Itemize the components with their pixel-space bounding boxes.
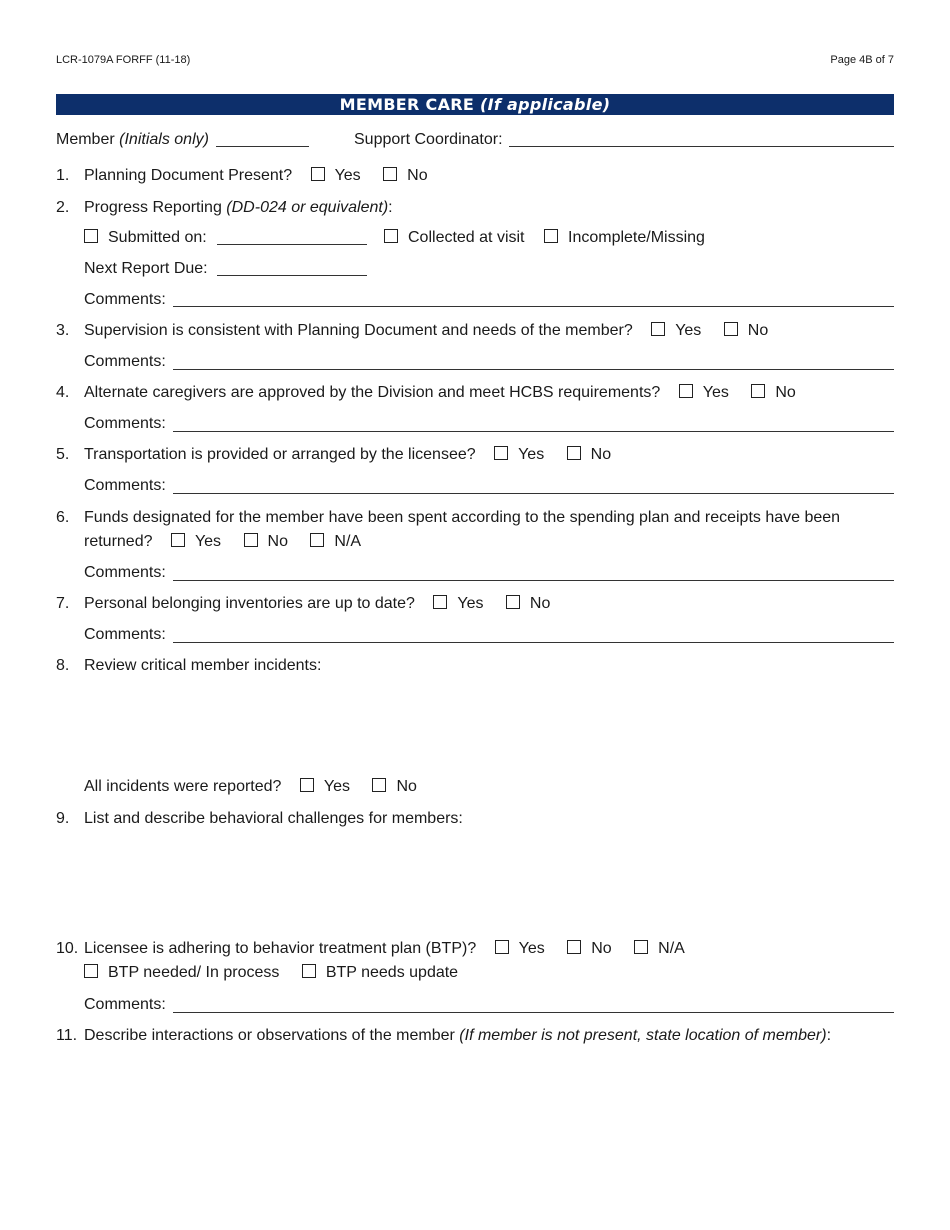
q5-number: 5. [56,446,70,463]
q6-na-label: N/A [334,533,362,550]
q7-comments-field[interactable] [173,642,894,643]
q10-btp-row [84,964,458,982]
q10-btp-needed-label: BTP needed/ In process [108,964,280,981]
q10-yes-checkbox[interactable] [495,940,509,954]
q2-comments-label: Comments: [84,291,166,308]
q10-row [84,940,685,958]
member-hint: (Initials only) [119,131,209,148]
q7-text: Personal belonging inventories are up to date? [84,595,415,612]
q2-text: Progress Reporting [84,199,222,216]
q2-number: 2. [56,199,70,216]
q8-number: 8. [56,657,70,674]
q3-row [84,322,768,340]
q6-comments-field[interactable] [173,580,894,581]
q3-yes-option[interactable] [651,322,701,340]
q2-incomplete-checkbox[interactable] [544,229,558,243]
q7-yes-option[interactable] [433,595,483,613]
q6-no-label: No [267,533,288,550]
q6-na-checkbox[interactable] [310,533,324,547]
q5-yes-option[interactable] [494,446,544,464]
q1-no-label: No [407,167,428,184]
q11-row [84,1027,831,1045]
q7-no-option[interactable] [506,595,550,613]
q4-yes-checkbox[interactable] [679,384,693,398]
q4-text: Alternate caregivers are approved by the Division and meet HCBS requirements? [84,384,661,401]
q4-yes-option[interactable] [679,384,729,402]
q5-comments-label: Comments: [84,477,166,494]
q3-no-label: No [747,322,769,339]
member-label: Member [56,131,115,148]
q8-yes-option[interactable] [300,778,350,796]
q5-row [84,446,611,464]
q4-no-label: No [775,384,796,401]
q2-hint: (DD-024 or equivalent) [226,199,389,216]
q4-comments-field[interactable] [173,431,894,432]
q2-submitted-checkbox[interactable] [84,229,98,243]
section-subtitle: (If applicable) [479,95,611,114]
q6-number: 6. [56,509,70,526]
q11-hint: (If member is not present, state location of member) [459,1027,827,1044]
q7-yes-label: Yes [457,595,484,612]
q2-comments-field[interactable] [173,306,894,307]
q2-status-row [84,229,207,247]
q8-no-option[interactable] [372,778,416,796]
q6-text-line1: Funds designated for the member have been spent according to the spending plan and receipts have been [84,509,841,526]
q5-comments-field[interactable] [173,493,894,494]
q3-number: 3. [56,322,70,339]
q11-colon: : [826,1027,832,1044]
q10-comments-label: Comments: [84,996,166,1013]
q7-row [84,595,550,613]
q10-btp-update-option[interactable] [302,964,458,982]
q10-text: Licensee is adhering to behavior treatment plan (BTP)? [84,940,477,957]
q10-number: 10. [56,940,79,957]
q3-yes-label: Yes [675,322,702,339]
q10-btp-needed-checkbox[interactable] [84,964,98,978]
q2-colon: : [388,199,393,216]
q5-no-label: No [590,446,612,463]
q9-response-area[interactable] [84,833,894,933]
q2-incomplete-label: Incomplete/Missing [568,229,705,246]
q2-submitted-option[interactable] [84,229,207,247]
q8-reported-row [84,778,417,796]
q5-yes-checkbox[interactable] [494,446,508,460]
support-coordinator-field[interactable] [509,146,894,147]
q6-text-line2: returned? [84,533,153,550]
support-coordinator-label: Support Coordinator: [354,131,503,148]
q1-number: 1. [56,167,70,184]
section-banner [56,94,894,115]
q3-text: Supervision is consistent with Planning Document and needs of the member? [84,322,633,339]
q2-next-due-label: Next Report Due: [84,260,208,277]
q10-btp-update-checkbox[interactable] [302,964,316,978]
q10-na-option[interactable] [634,940,685,958]
q10-comments-field[interactable] [173,1012,894,1013]
q6-comments-label: Comments: [84,564,166,581]
q1-no-option[interactable] [383,167,427,185]
q6-row [84,533,361,551]
q10-na-label: N/A [658,940,685,957]
q5-no-option[interactable] [567,446,611,464]
q7-no-label: No [529,595,551,612]
q7-yes-checkbox[interactable] [433,595,447,609]
q2-submitted-date-field[interactable] [217,244,367,245]
q2-collected-checkbox[interactable] [384,229,398,243]
section-title: MEMBER CARE [339,95,475,114]
q1-yes-option[interactable] [311,167,361,185]
q5-yes-label: Yes [518,446,545,463]
q8-text: Review critical member incidents: [84,657,322,674]
q8-yes-checkbox[interactable] [300,778,314,792]
q1-no-checkbox[interactable] [383,167,397,181]
q8-response-area[interactable] [84,680,894,770]
q7-no-checkbox[interactable] [506,595,520,609]
q3-no-option[interactable] [724,322,768,340]
q3-comments-label: Comments: [84,353,166,370]
q11-response-area[interactable] [84,1052,894,1202]
q7-number: 7. [56,595,70,612]
q2-collected-option[interactable] [384,229,525,247]
q5-text: Transportation is provided or arranged by the licensee? [84,446,476,463]
q1-row [84,167,428,185]
q4-no-checkbox[interactable] [751,384,765,398]
q1-yes-label: Yes [334,167,361,184]
q8-no-checkbox[interactable] [372,778,386,792]
q10-no-checkbox[interactable] [567,940,581,954]
q6-no-checkbox[interactable] [244,533,258,547]
q6-yes-option[interactable] [171,533,221,551]
q3-yes-checkbox[interactable] [651,322,665,336]
q4-number: 4. [56,384,70,401]
q8-sub-text: All incidents were reported? [84,778,282,795]
q9-number: 9. [56,810,70,827]
member-row [56,131,209,149]
q10-yes-label: Yes [518,940,545,957]
q3-no-checkbox[interactable] [724,322,738,336]
q2-submitted-label: Submitted on: [108,229,207,246]
q6-yes-checkbox[interactable] [171,533,185,547]
form-id: LCR-1079A FORFF (11-18) [56,54,191,66]
page-number: Page 4B of 7 [830,54,894,66]
q7-comments-label: Comments: [84,626,166,643]
q1-yes-checkbox[interactable] [311,167,325,181]
q4-yes-label: Yes [702,384,729,401]
q4-no-option[interactable] [751,384,795,402]
q6-yes-label: Yes [194,533,222,550]
q6-na-option[interactable] [310,533,361,551]
q4-comments-label: Comments: [84,415,166,432]
q6-no-option[interactable] [244,533,288,551]
q8-yes-label: Yes [323,778,350,795]
q10-btp-needed-option[interactable] [84,964,279,982]
q2-incomplete-option[interactable] [544,229,705,247]
q3-comments-field[interactable] [173,369,894,370]
q10-btp-update-label: BTP needs update [325,964,459,981]
q1-text: Planning Document Present? [84,167,293,184]
q8-no-label: No [396,778,417,795]
q4-row [84,384,796,402]
q2-next-due-field[interactable] [217,275,367,276]
q2-collected-label: Collected at visit [408,229,525,246]
member-initials-field[interactable] [216,146,309,147]
q5-no-checkbox[interactable] [567,446,581,460]
q10-no-option[interactable] [567,940,611,958]
q10-na-checkbox[interactable] [634,940,648,954]
q10-no-label: No [591,940,612,957]
q10-yes-option[interactable] [495,940,545,958]
q9-text: List and describe behavioral challenges for members: [84,810,463,827]
q2-row [84,199,393,217]
q11-number: 11. [56,1027,78,1044]
q11-text: Describe interactions or observations of the member [84,1027,455,1044]
